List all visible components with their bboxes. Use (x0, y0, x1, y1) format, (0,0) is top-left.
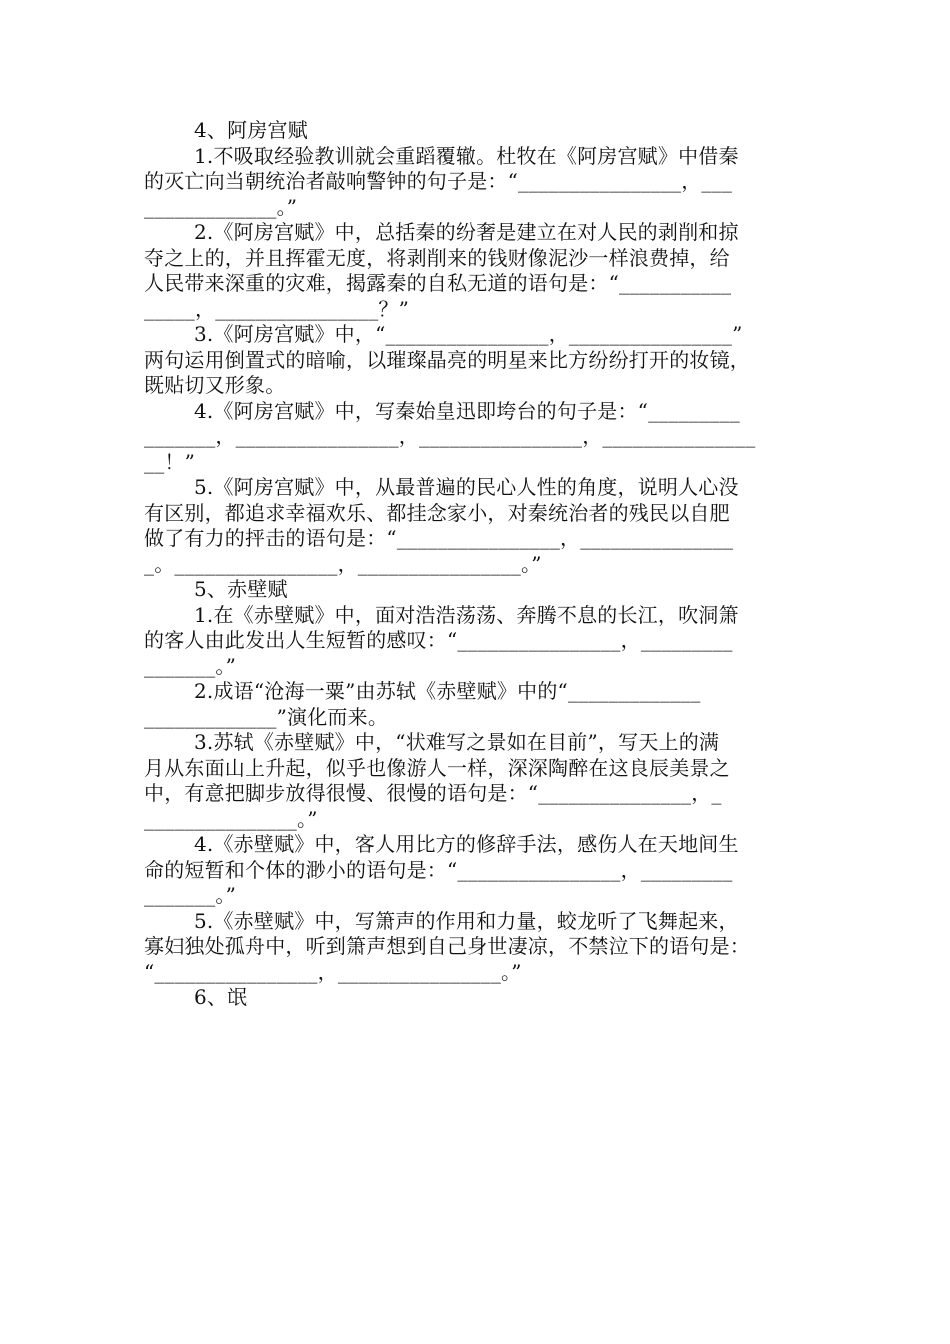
text-line: _______，________________，________________，_______________ (144, 424, 756, 448)
text-line: 既贴切又形象。 (144, 373, 286, 397)
text-line: 1.在《赤壁赋》中，面对浩浩荡荡、奔腾不息的长江，吹洞箫 (194, 602, 739, 627)
text-line: 人民带来深重的灾难，揭露秦的自私无道的语句是：“___________ (144, 271, 732, 295)
text-line: 的客人由此发出人生短暂的感叹：“________________，_________ (144, 628, 733, 652)
text-line: 寡妇独处孤舟中，听到箫声想到自己身世凄凉，不禁泣下的语句是： (144, 934, 750, 958)
document-page (144, 118, 808, 1011)
text-line: 2.《阿房宫赋》中，总括秦的纷奢是建立在对人民的剥削和掠 (194, 220, 739, 244)
text-line: 夺之上的，并且挥霍无度，将剥削来的钱财像泥沙一样浪费掉，给 (144, 245, 730, 270)
text-line: _____，________________？” (144, 296, 410, 321)
text-line: _______。” (144, 883, 237, 907)
text-line: _______________。” (144, 806, 318, 831)
text-line: _______。” (144, 653, 237, 678)
text-line: __！” (144, 449, 196, 474)
text-line: 4.《赤壁赋》中，客人用比方的修辞手法，感伤人在天地间生 (194, 832, 739, 856)
text-line: 有区别，都追求幸福欢乐、都挂念家小，对秦统治者的残民以自肥 (144, 500, 730, 525)
text-line: _____________。” (144, 194, 298, 219)
text-line: 4.《阿房宫赋》中，写秦始皇迅即垮台的句子是：“_________ (194, 398, 740, 423)
text-line: 3.《阿房宫赋》中，“________________，________________” (194, 322, 743, 346)
text-line: 5.《赤壁赋》中，写箫声的作用和力量，蛟龙听了飞舞起来， (194, 908, 739, 933)
text-line: “________________，________________。” (144, 959, 522, 984)
text-line: 做了有力的抨击的语句是：“________________，_______________ (144, 526, 734, 550)
text-line: 1.不吸取经验教训就会重蹈覆辙。杜牧在《阿房宫赋》中借秦 (194, 143, 739, 168)
text-line: 的灭亡向当朝统治者敲响警钟的句子是：“________________，___ (144, 169, 733, 193)
text-line: 4、阿房宫赋 (194, 118, 308, 142)
text-line: 中，有意把脚步放得很慢、很慢的语句是：“_______________，_ (144, 781, 722, 805)
text-line: 命的短暂和个体的渺小的语句是：“________________，_________ (144, 857, 733, 882)
text-line: 2.成语“沧海一粟”由苏轼《赤壁赋》中的“_____________ (194, 679, 701, 703)
text-line: 5、赤壁赋 (194, 577, 288, 601)
text-line: 6、氓 (194, 985, 248, 1009)
text-line: 3.苏轼《赤壁赋》中，“状难写之景如在目前”，写天上的满 (194, 730, 720, 754)
text-line: _____________”演化而来。 (144, 704, 389, 729)
text-line: 5.《阿房宫赋》中，从最普遍的民心人性的角度，说明人心没 (194, 475, 739, 499)
text-line: 月从东面山上升起，似乎也像游人一样，深深陶醉在这良辰美景之 (144, 755, 730, 780)
text-line: _。________________，________________。” (144, 551, 542, 576)
text-line: 两句运用倒置式的暗喻，以璀璨晶亮的明星来比方纷纷打开的妆镜， (144, 347, 750, 372)
